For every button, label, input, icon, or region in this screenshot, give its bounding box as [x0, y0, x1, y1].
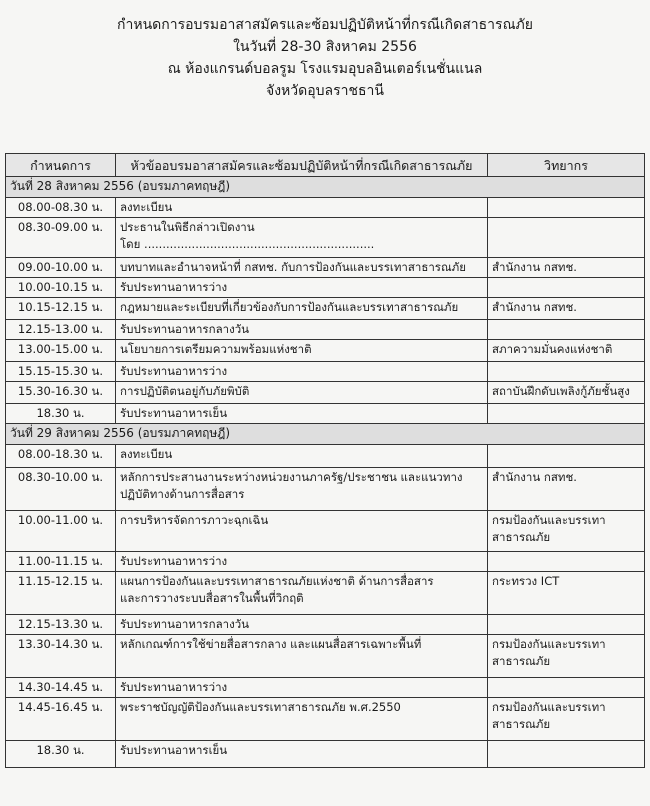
topic-cell [116, 511, 488, 552]
schedule-table [5, 153, 645, 768]
topic-text: แผนการป้องกันและบรรเทาสาธารณภัยแห่งชาติ ด้านการสื่อสาร [120, 574, 434, 588]
topic-cell [116, 404, 488, 424]
speaker-text: สำนักงาน กสทช. [492, 300, 577, 314]
time-cell: 18.30 น. [6, 741, 116, 768]
topic-cell [116, 278, 488, 298]
speaker-text: กรมป้องกันและบรรเทา [492, 637, 606, 651]
speaker-cell [488, 678, 645, 698]
column-header-topic: หัวข้ออบรมอาสาสมัครและซ้อมปฏิบัติหน้าที่กรณีเกิดสาธารณภัย [116, 154, 488, 177]
table-row [6, 445, 645, 468]
topic-cell [116, 635, 488, 678]
speaker-cell [488, 218, 645, 258]
table-row [6, 698, 645, 741]
topic-cell [116, 678, 488, 698]
topic-text: รับประทานอาหารว่าง [120, 364, 228, 378]
topic-cell [116, 468, 488, 511]
table-row [6, 678, 645, 698]
speaker-text: สำนักงาน กสทช. [492, 470, 577, 484]
time-cell: 11.15-12.15 น. [6, 572, 116, 615]
topic-cell [116, 552, 488, 572]
day-header-row [6, 424, 645, 445]
topic-text: ลงทะเบียน [120, 447, 173, 461]
topic-text: รับประทานอาหารเย็น [120, 743, 228, 757]
time-cell: 08.30-09.00 น. [6, 218, 116, 258]
table-row [6, 218, 645, 258]
speaker-cell [488, 572, 645, 615]
speaker-cell [488, 468, 645, 511]
topic-text: กฎหมายและระเบียบที่เกี่ยวข้องกับการป้องกันและบรรเทาสาธารณภัย [120, 300, 459, 314]
speaker-text: สถาบันฝึกดับเพลิงกู้ภัยชั้นสูง [492, 384, 630, 398]
table-row [6, 198, 645, 218]
time-cell: 13.00-15.00 น. [6, 340, 116, 362]
day-title: วันที่ 28 สิงหาคม 2556 (อบรมภาคทฤษฎี) [6, 177, 645, 198]
topic-text: นโยบายการเตรียมความพร้อมแห่งชาติ [120, 342, 312, 356]
topic-text-line2: โดย ............................................................... [120, 237, 375, 251]
topic-text: หลักเกณฑ์การใช้ข่ายสื่อสารกลาง และแผนสื่อสารเฉพาะพื้นที่ [120, 637, 422, 651]
document-header [0, 14, 650, 102]
topic-text: รับประทานอาหารว่าง [120, 280, 228, 294]
topic-text: ประธานในพิธีกล่าวเปิดงาน [120, 220, 255, 234]
table-row [6, 572, 645, 615]
time-cell: 09.00-10.00 น. [6, 258, 116, 278]
topic-cell [116, 362, 488, 382]
table-row [6, 552, 645, 572]
time-cell: 10.00-11.00 น. [6, 511, 116, 552]
topic-cell [116, 615, 488, 635]
table-row [6, 278, 645, 298]
time-cell: 14.45-16.45 น. [6, 698, 116, 741]
column-header-time: กำหนดการ [6, 154, 116, 177]
topic-text: หลักการประสานงานระหว่างหน่วยงานภาครัฐ/ประชาชน และแนวทาง [120, 470, 463, 484]
speaker-text: สภาความมั่นคงแห่งชาติ [492, 342, 613, 356]
speaker-text-line2: สาธารณภัย [492, 717, 551, 731]
topic-text: รับประทานอาหารกลางวัน [120, 322, 250, 336]
table-row [6, 511, 645, 552]
table-row [6, 320, 645, 340]
time-cell: 08.00-08.30 น. [6, 198, 116, 218]
table-row [6, 298, 645, 320]
speaker-text-line2: สาธารณภัย [492, 654, 551, 668]
speaker-cell [488, 340, 645, 362]
speaker-cell [488, 445, 645, 468]
speaker-text: สำนักงาน กสทช. [492, 260, 577, 274]
table-row [6, 741, 645, 768]
topic-cell [116, 218, 488, 258]
speaker-cell [488, 298, 645, 320]
table-row [6, 258, 645, 278]
speaker-cell [488, 511, 645, 552]
topic-cell [116, 741, 488, 768]
time-cell: 18.30 น. [6, 404, 116, 424]
time-cell: 08.00-18.30 น. [6, 445, 116, 468]
table-row [6, 615, 645, 635]
speaker-cell [488, 741, 645, 768]
speaker-cell [488, 258, 645, 278]
topic-cell [116, 445, 488, 468]
topic-text: การปฏิบัติตนอยู่กับภัยพิบัติ [120, 384, 250, 398]
speaker-text: กรมป้องกันและบรรเทา [492, 513, 606, 527]
time-cell: 14.30-14.45 น. [6, 678, 116, 698]
table-row [6, 468, 645, 511]
topic-text: รับประทานอาหารเย็น [120, 406, 228, 420]
speaker-cell [488, 615, 645, 635]
time-cell: 15.30-16.30 น. [6, 382, 116, 404]
speaker-text-line2: สาธารณภัย [492, 530, 551, 544]
time-cell: 11.00-11.15 น. [6, 552, 116, 572]
speaker-cell [488, 278, 645, 298]
topic-cell [116, 320, 488, 340]
speaker-cell [488, 198, 645, 218]
table-row [6, 382, 645, 404]
time-cell: 10.15-12.15 น. [6, 298, 116, 320]
topic-text-line2: ปฏิบัติทางด้านการสื่อสาร [120, 487, 245, 501]
column-header-speaker: วิทยากร [488, 154, 645, 177]
topic-text: พระราชบัญญัติป้องกันและบรรเทาสาธารณภัย พ.ศ.2550 [120, 700, 401, 714]
topic-text: ลงทะเบียน [120, 200, 173, 214]
time-cell: 10.00-10.15 น. [6, 278, 116, 298]
topic-cell [116, 198, 488, 218]
header-province: จังหวัดอุบลราชธานี [266, 83, 384, 99]
speaker-cell [488, 552, 645, 572]
speaker-cell [488, 362, 645, 382]
time-cell: 13.30-14.30 น. [6, 635, 116, 678]
topic-cell [116, 298, 488, 320]
day-title: วันที่ 29 สิงหาคม 2556 (อบรมภาคทฤษฎี) [6, 424, 645, 445]
day-header-row [6, 177, 645, 198]
speaker-cell [488, 404, 645, 424]
table-row [6, 340, 645, 362]
speaker-text: กระทรวง ICT [492, 574, 560, 588]
speaker-cell [488, 635, 645, 678]
topic-cell [116, 258, 488, 278]
topic-text: การบริหารจัดการภาวะฉุกเฉิน [120, 513, 269, 527]
topic-text: รับประทานอาหารว่าง [120, 554, 228, 568]
speaker-cell [488, 698, 645, 741]
time-cell: 15.15-15.30 น. [6, 362, 116, 382]
topic-cell [116, 382, 488, 404]
header-venue: ณ ห้องแกรนด์บอลรูม โรงแรมอุบลอินเตอร์เนชั่นแนล [167, 61, 483, 77]
topic-cell [116, 340, 488, 362]
header-date: ในวันที่ 28-30 สิงหาคม 2556 [233, 39, 417, 55]
time-cell: 12.15-13.00 น. [6, 320, 116, 340]
topic-cell [116, 572, 488, 615]
table-row [6, 404, 645, 424]
speaker-text: กรมป้องกันและบรรเทา [492, 700, 606, 714]
topic-text-line2: และการวางระบบสื่อสารในพื้นที่วิกฤติ [120, 591, 304, 605]
topic-text: รับประทานอาหารว่าง [120, 680, 228, 694]
time-cell: 12.15-13.30 น. [6, 615, 116, 635]
table-header-row [6, 154, 645, 177]
topic-text: รับประทานอาหารกลางวัน [120, 617, 250, 631]
topic-text: บทบาทและอำนาจหน้าที่ กสทช. กับการป้องกันและบรรเทาสาธารณภัย [120, 260, 466, 274]
table-row [6, 635, 645, 678]
topic-cell [116, 698, 488, 741]
time-cell: 08.30-10.00 น. [6, 468, 116, 511]
header-title: กำหนดการอบรมอาสาสมัครและซ้อมปฏิบัติหน้าที่กรณีเกิดสาธารณภัย [117, 17, 533, 33]
speaker-cell [488, 382, 645, 404]
table-row [6, 362, 645, 382]
speaker-cell [488, 320, 645, 340]
